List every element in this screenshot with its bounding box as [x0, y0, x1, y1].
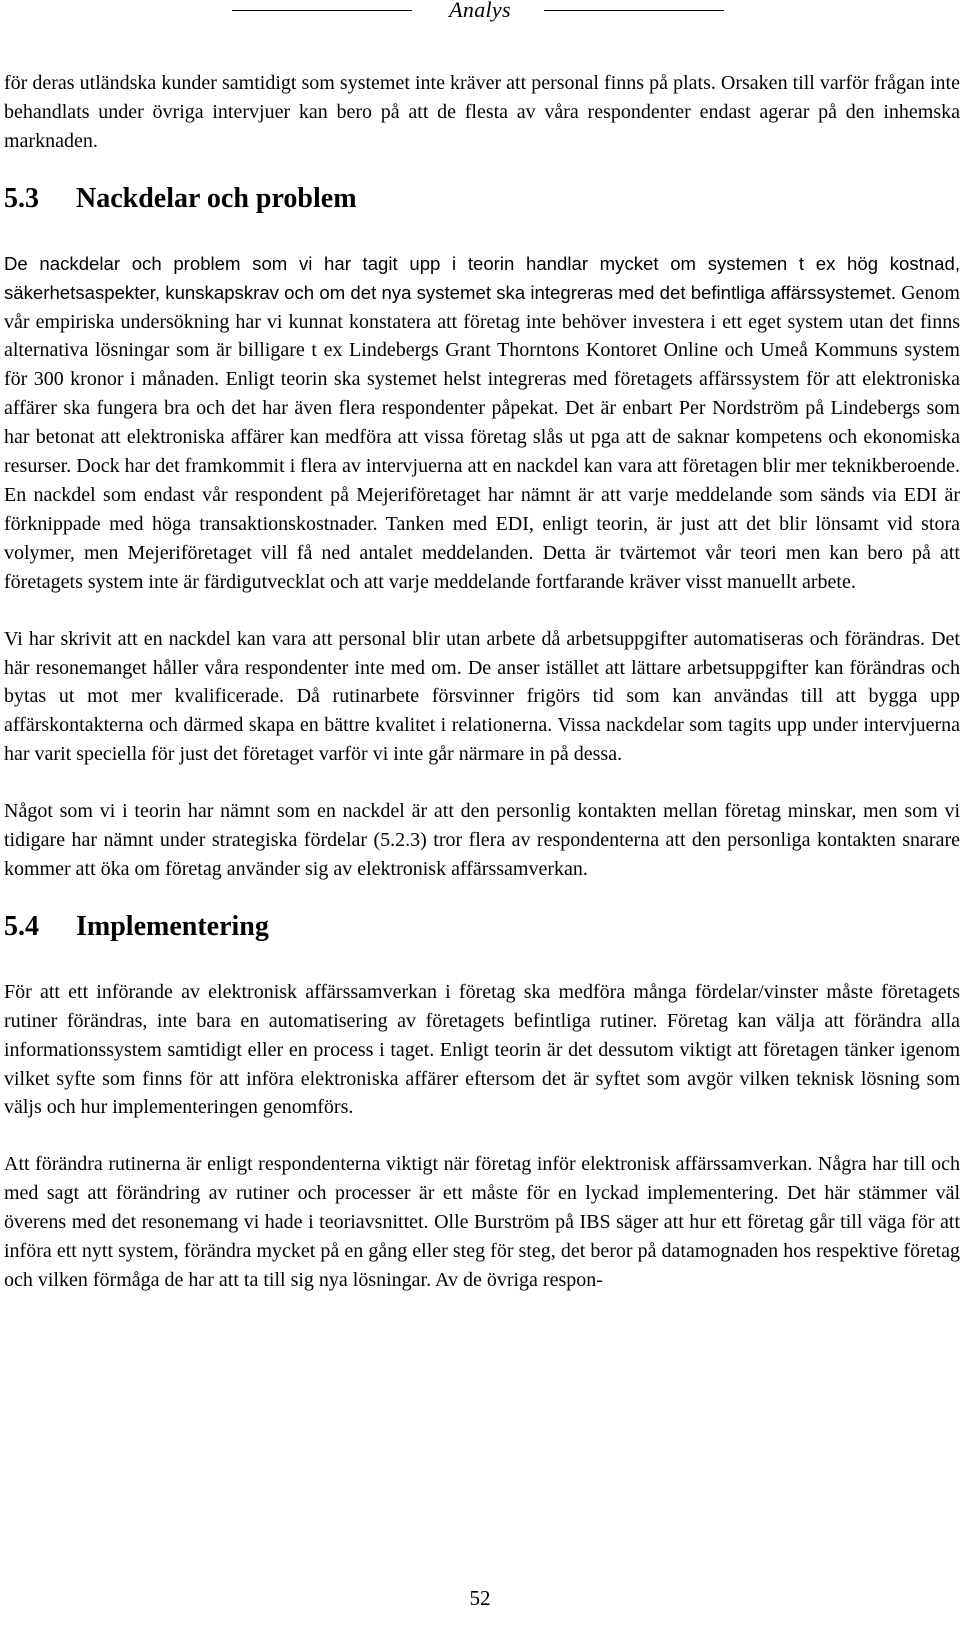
paragraph-personnel: Vi har skrivit att en nackdel kan vara att personal blir utan arbete då arbetsuppgifter automatiseras och förändras. Det här resonemanget håller våra respondenter inte med om. De anser istället att lättare arbetsuppgifter kan förändras och bytas ut mot mer kvalificerade. Då rutinarbete försvinner frigörs tid som kan användas till att bygga upp affärskontakterna och därmed skapa en bättre kvalitet i relationerna. Vissa nackdelar som tagits upp under intervjuerna har varit speciella för just det företaget varför vi inte går närmare in på dessa.: [4, 627, 960, 766]
header-rule-right: [544, 10, 724, 11]
section-title: Nackdelar och problem: [76, 182, 357, 214]
section-title: Implementering: [76, 910, 269, 942]
paragraph-personal-contact: Något som vi i teorin har nämnt som en nackdel är att den personlig kontakten mellan företag minskar, men som vi tidigare har nämnt under strategiska fördelar (5.2.3) tror flera av respondenterna att den personliga kontakten snarare kommer att öka om företag använder sig av elektronisk affärssamverkan.: [4, 800, 960, 880]
section-heading-5-4: [4, 910, 960, 978]
intro-paragraph: för deras utländska kunder samtidigt som systemet inte kräver att personal finns på plats. Orsaken till varför frågan inte behandlats under övriga intervjuer kan bero på att de flesta av våra respondenter endast agerar på den inhemska marknaden.: [4, 72, 960, 152]
section-heading-5-3: [4, 182, 960, 250]
section-number: 5.3: [4, 182, 39, 214]
page-body: [4, 69, 960, 1295]
paragraph-disadvantages: [4, 250, 960, 597]
paragraph-sans-part: De nackdelar och problem som vi har tagit upp i teorin handlar mycket om systemen t ex hög kostnad, säkerhetsaspekter, kunskapskrav och om det nya systemet ska integreras med det befintliga affärssystemet.: [4, 252, 960, 303]
page-number: 52: [469, 1586, 491, 1610]
running-header: [0, 0, 960, 24]
paragraph-implementation: För att ett införande av elektronisk affärssamverkan i företag ska medföra många fördelar/vinster måste företagets rutiner förändras, inte bara en automatisering av företagets befintliga rutiner. Företag kan välja att förändra alla informationssystem samtidigt eller en process i taget. Enligt teorin är det dessutom viktigt att företagen tänker igenom vilket syfte som finns för att införa elektroniska affärer eftersom det är syftet som avgör vilken teknisk lösning som väljs och hur implementeringen genomförs.: [4, 980, 960, 1119]
header-title: Analys: [449, 0, 511, 22]
paragraph-routines: Att förändra rutinerna är enligt respondenterna viktigt när företag inför elektronisk affärssamverkan. Några har till och med sagt att förändring av rutiner och processer är ett måste för en lyckad implementering. Det här stämmer väl överens med det resonemang vi hade i teoriavsnittet. Olle Burström på IBS säger att hur ett företag går till väga för att införa ett nytt system, förändra mycket på en gång eller steg för steg, det beror på datamognaden hos respektive företag och vilken förmåga de har att ta till sig nya lösningar. Av de övriga respon-: [4, 1153, 960, 1291]
section-number: 5.4: [4, 910, 39, 942]
paragraph-serif-part: Genom vår empiriska undersökning har vi kunnat konstatera att företag inte behöver investera i ett eget system utan det finns alternativa lösningar som är billigare t ex Lindebergs Grant Thorntons Kontoret Online och Umeå Kommuns system för 300 kronor i månaden. Enligt teorin ska systemet helst integreras med företagets affärssystem för att elektroniska affärer ska fungera bra och det har även flera respondenter påpekat. Det är enbart Per Nordström på Lindebergs som har betonat att elektroniska affärer kan medföra att vissa företag slås ut pga att de saknar kompetens och ekonomiska resurser. Dock har det framkommit i flera av intervjuerna att en nackdel kan vara att företagen blir mer teknikberoende. En nackdel som endast vår respondent på Mejeriföretaget har nämnt är att varje meddelande som sänds via EDI är förknippade med höga transaktionskostnader. Tanken med EDI, enligt teorin, är just att det blir lönsamt vid stora volymer, men Mejeriföretaget vill få ned antalet meddelanden. Detta är tvärtemot vår teori men kan bero på att företagets system inte är färdigutvecklat och att varje meddelande fortfarande kräver visst manuellt arbete.: [4, 281, 960, 593]
